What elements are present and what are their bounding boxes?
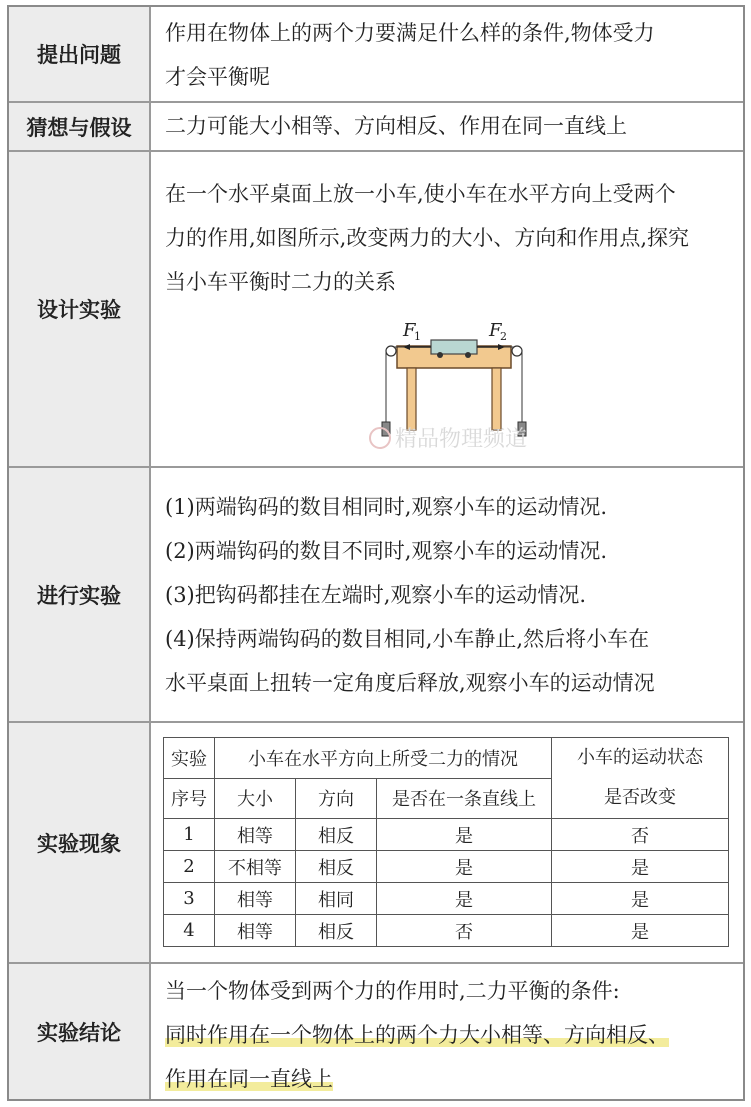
experiment-table <box>7 5 745 1101</box>
watermark <box>369 422 527 453</box>
content-conclusion <box>151 964 743 1099</box>
content-procedure <box>151 468 743 721</box>
question-line-1: 作用在物体上的两个力要满足什么样的条件,物体受力 <box>165 21 655 45</box>
observation-table <box>163 737 729 947</box>
label-design: 设计实验 <box>9 152 151 466</box>
conclusion-line-3 <box>165 1057 733 1101</box>
cell-state: 否 <box>552 819 729 851</box>
th-seq-1: 实验 <box>164 738 215 779</box>
question-line-2: 才会平衡呢 <box>165 65 270 89</box>
content-question <box>151 7 743 101</box>
cart-wheel-right <box>465 352 471 358</box>
pulley-right <box>512 346 522 356</box>
table-row <box>164 915 729 947</box>
procedure-line-1: (1)两端钩码的数目相同时,观察小车的运动情况. <box>165 495 608 519</box>
label-question: 提出问题 <box>9 7 151 101</box>
table-row <box>164 883 729 915</box>
cell-size: 相等 <box>215 883 296 915</box>
content-phenomenon <box>151 723 743 962</box>
cell-state: 是 <box>552 915 729 947</box>
label-f1-sub: 1 <box>414 330 421 343</box>
design-line-3: 当小车平衡时二力的关系 <box>165 270 396 294</box>
cell-dir: 相反 <box>296 915 377 947</box>
row-procedure <box>9 468 743 723</box>
design-line-2: 力的作用,如图所示,改变两力的大小、方向和作用点,探究 <box>165 226 690 250</box>
label-f2: F <box>489 320 502 341</box>
conclusion-highlight-3: 作用在同一直线上 <box>165 1067 333 1091</box>
cell-line: 是 <box>377 883 552 915</box>
th-seq-2: 序号 <box>164 778 215 819</box>
cell-line: 否 <box>377 915 552 947</box>
row-question <box>9 7 743 103</box>
th-dir: 方向 <box>296 778 377 819</box>
row-phenomenon <box>9 723 743 964</box>
cell-dir: 相反 <box>296 851 377 883</box>
design-line-1: 在一个水平桌面上放一小车,使小车在水平方向上受两个 <box>165 182 676 206</box>
cell-state: 是 <box>552 883 729 915</box>
label-procedure: 进行实验 <box>9 468 151 721</box>
conclusion-highlight-2: 同时作用在一个物体上的两个力大小相等、方向相反、 <box>165 1023 669 1047</box>
cell-line: 是 <box>377 819 552 851</box>
content-design <box>151 152 743 466</box>
conclusion-line-1: 当一个物体受到两个力的作用时,二力平衡的条件: <box>165 979 620 1003</box>
content-hypothesis <box>151 103 743 150</box>
table-leg-right <box>492 368 501 430</box>
procedure-line-3: (3)把钩码都挂在左端时,观察小车的运动情况. <box>165 583 587 607</box>
cell-size: 不相等 <box>215 851 296 883</box>
cell-line: 是 <box>377 851 552 883</box>
watermark-logo-icon <box>369 427 391 449</box>
hypothesis-line: 二力可能大小相等、方向相反、作用在同一直线上 <box>165 114 627 138</box>
procedure-line-5: 水平桌面上扭转一定角度后释放,观察小车的运动情况 <box>165 671 655 695</box>
row-design <box>9 152 743 468</box>
conclusion-line-2 <box>165 1013 733 1057</box>
cart-wheel-left <box>437 352 443 358</box>
th-state-2: 是否改变 <box>604 787 676 808</box>
cell-state: 是 <box>552 851 729 883</box>
th-state-1: 小车的运动状态 <box>577 747 703 768</box>
th-line: 是否在一条直线上 <box>377 778 552 819</box>
label-f2-sub: 2 <box>500 330 507 343</box>
table-row <box>164 851 729 883</box>
cell-seq: 4 <box>164 915 215 947</box>
watermark-text: 精品物理频道 <box>395 427 528 452</box>
procedure-line-2: (2)两端钩码的数目不同时,观察小车的运动情况. <box>165 539 608 563</box>
th-force: 小车在水平方向上所受二力的情况 <box>215 738 552 779</box>
th-size: 大小 <box>215 778 296 819</box>
cell-dir: 相反 <box>296 819 377 851</box>
row-conclusion <box>9 964 743 1099</box>
table-leg-left <box>407 368 416 430</box>
th-state <box>552 738 729 819</box>
label-f1: F <box>403 320 416 341</box>
label-phenomenon: 实验现象 <box>9 723 151 962</box>
label-conclusion: 实验结论 <box>9 964 151 1099</box>
table-row <box>164 819 729 851</box>
cell-seq: 1 <box>164 819 215 851</box>
cell-seq: 2 <box>164 851 215 883</box>
row-hypothesis <box>9 103 743 152</box>
pulley-left <box>386 346 396 356</box>
cell-seq: 3 <box>164 883 215 915</box>
cell-size: 相等 <box>215 819 296 851</box>
label-hypothesis: 猜想与假设 <box>9 103 151 150</box>
cart <box>431 340 477 354</box>
cell-size: 相等 <box>215 915 296 947</box>
procedure-line-4: (4)保持两端钩码的数目相同,小车静止,然后将小车在 <box>165 627 650 651</box>
cell-dir: 相同 <box>296 883 377 915</box>
